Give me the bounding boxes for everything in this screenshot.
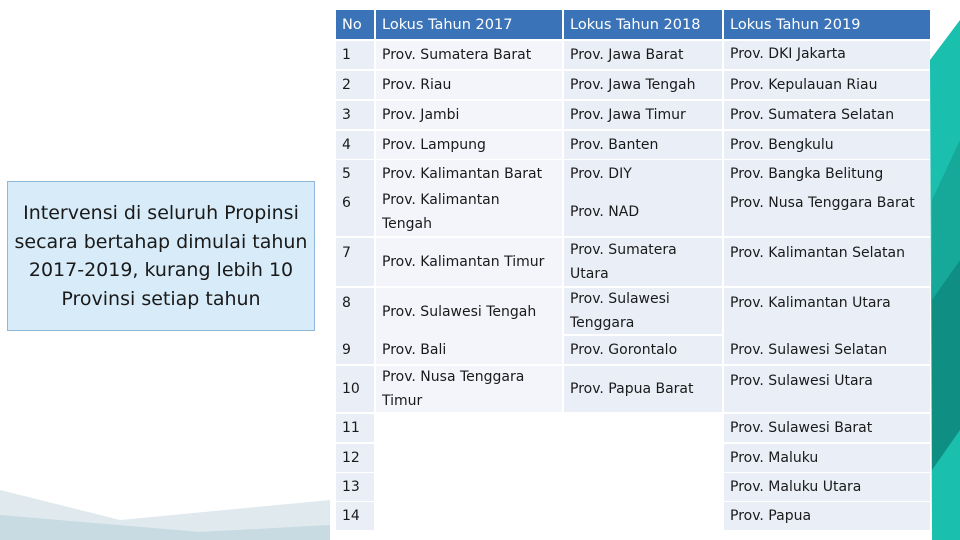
cell-2018: Prov. Papua Barat — [564, 366, 722, 412]
cell-2018: Prov. Banten — [564, 131, 722, 159]
cell-2017: Prov. Riau — [376, 71, 562, 99]
cell-2017: Prov. Kalimantan Tengah — [376, 188, 562, 236]
row-no: 14 — [336, 502, 374, 530]
cell-2019: Prov. Maluku Utara — [724, 473, 930, 501]
header-2018: Lokus Tahun 2018 — [564, 10, 722, 39]
cell-2019: Prov. Sulawesi Utara — [724, 366, 930, 412]
cell-2017: Prov. Sulawesi Tengah — [376, 288, 562, 336]
row-no: 10 — [336, 366, 374, 412]
header-2019: Lokus Tahun 2019 — [724, 10, 930, 39]
row-no: 5 — [336, 160, 374, 188]
row-no: 2 — [336, 71, 374, 99]
cell-2018: Prov. NAD — [564, 188, 722, 236]
row-no: 13 — [336, 473, 374, 501]
row-no: 4 — [336, 131, 374, 159]
cell-2019: Prov. Sumatera Selatan — [724, 101, 930, 129]
row-no: 11 — [336, 414, 374, 442]
cell-2019: Prov. Sulawesi Barat — [724, 414, 930, 442]
cell-2019: Prov. Papua — [724, 502, 930, 530]
row-no: 3 — [336, 101, 374, 129]
cell-2018: Prov. Jawa Barat — [564, 41, 722, 69]
cell-2017: Prov. Jambi — [376, 101, 562, 129]
cell-2018: Prov. Sumatera Utara — [564, 238, 722, 286]
cell-2019: Prov. Kepulauan Riau — [724, 71, 930, 99]
cell-2018: Prov. DIY — [564, 160, 722, 188]
callout-text: Intervensi di seluruh Propinsi secara bertahap dimulai tahun 2017-2019, kurang lebih 10 Provinsi setiap tahun — [14, 202, 308, 310]
cell-2017: Prov. Kalimantan Timur — [376, 238, 562, 286]
cell-2018: Prov. Sulawesi Tenggara — [564, 288, 722, 334]
cell-2019: Prov. Kalimantan Selatan — [724, 238, 930, 286]
header-2017: Lokus Tahun 2017 — [376, 10, 562, 39]
cell-2019: Prov. DKI Jakarta — [724, 41, 930, 69]
header-no: No — [336, 10, 374, 39]
cell-2018: Prov. Jawa Timur — [564, 101, 722, 129]
row-no: 12 — [336, 444, 374, 472]
row-no: 7 — [336, 238, 374, 286]
cell-2019: Prov. Nusa Tenggara Barat — [724, 188, 930, 236]
cell-2017: Prov. Sumatera Barat — [376, 41, 562, 69]
cell-2019: Prov. Maluku — [724, 444, 930, 472]
row-no: 9 — [336, 336, 374, 364]
cell-2019: Prov. Bengkulu — [724, 131, 930, 159]
row-no: 1 — [336, 41, 374, 69]
cell-2017: Prov. Lampung — [376, 131, 562, 159]
cell-2017: Prov. Bali — [376, 336, 562, 364]
cell-2019: Prov. Sulawesi Selatan — [724, 336, 930, 364]
intervention-callout — [7, 181, 315, 331]
row-no: 6 — [336, 188, 374, 236]
cell-2018: Prov. Gorontalo — [564, 336, 722, 364]
cell-2019: Prov. Kalimantan Utara — [724, 288, 930, 336]
cell-2019: Prov. Bangka Belitung — [724, 160, 930, 188]
row-no: 8 — [336, 288, 374, 336]
cell-2017: Prov. Kalimantan Barat — [376, 160, 562, 188]
cell-2018: Prov. Jawa Tengah — [564, 71, 722, 99]
cell-2017: Prov. Nusa Tenggara Timur — [376, 366, 562, 412]
